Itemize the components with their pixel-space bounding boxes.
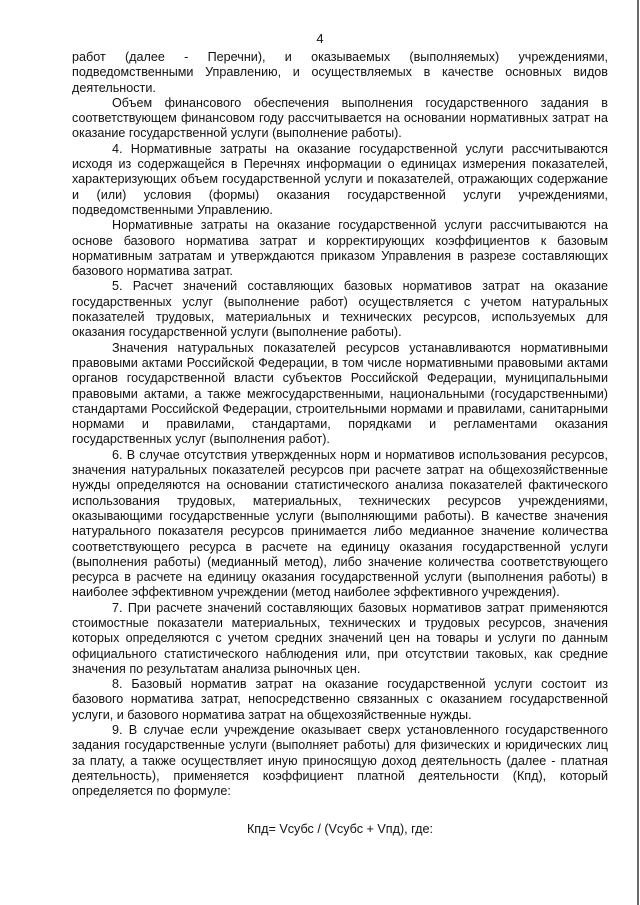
paragraph-item-5: 5. Расчет значений составляющих базовых нормативов затрат на оказание государственных услуг (выполнение работ) осуществляется с учетом натуральных показателей трудовых, материальных и технических ресурсов, используемых для оказания государственной услуги (выполнение работы). bbox=[72, 279, 608, 340]
paragraph-item-8: 8. Базовый норматив затрат на оказание государственной услуги состоит из базового норматива затрат, непосредственно связанных с оказанием государственной услуги, и базового норматива затрат на общехозяйственные нужды. bbox=[72, 677, 608, 722]
paragraph-funding-volume: Объем финансового обеспечения выполнения государственного задания в соответствующем финансовом году рассчитывается на основании нормативных затрат на оказание государственной услуги (выполнение работы). bbox=[72, 95, 608, 141]
scan-edge-line bbox=[637, 0, 639, 905]
page-number: 4 bbox=[316, 31, 324, 46]
document-body bbox=[72, 50, 608, 800]
paragraph-item-7: 7. При расчете значений составляющих базовых нормативов затрат применяются стоимостные показатели материальных, технических и трудовых ресурсов, значения которых определяются с учетом средних значений цен на товары и услуги по данным официального статистического наблюдения или, при отсутствии таковых, как средние значения по результатам анализа рыночных цен. bbox=[72, 600, 608, 676]
formula-kpd: Кпд= Vсубс / (Vсубс + Vпд), где: bbox=[246, 822, 434, 836]
paragraph-continuation: работ (далее - Перечни), и оказываемых (выполняемых) учреждениями, подведомственными Управлению, и осуществляемых в качестве основных видов деятельности. bbox=[72, 50, 608, 95]
paragraph-normative-costs: Нормативные затраты на оказание государственной услуги рассчитываются на основе базового норматива затрат и корректирующих коэффициентов к базовым нормативным затратам и утверждаются приказом Управления в разрезе составляющих базового норматива затрат. bbox=[72, 218, 608, 279]
paragraph-item-6: 6. В случае отсутствия утвержденных норм и нормативов использования ресурсов, значения натуральных показателей ресурсов при расчете затрат на общехозяйственные нужды определяются на основании статистического анализа показателей фактического использования трудовых, материальных, технических ресурсов учреждениями, оказывающими государственные услуги (выполняющими работы). В качестве значения натурального показателя ресурсов принимается либо медианное значение количества соответствующего ресурса в расчете на единицу оказания государственной услуги (выполнения работы) (медианный метод), либо значение количества соответствующего ресурса в расчете на единицу оказания государственной услуги (выполнения работы) в наиболее эффективном учреждении (метод наиболее эффективного учреждения). bbox=[72, 447, 608, 600]
paragraph-item-4: 4. Нормативные затраты на оказание государственной услуги рассчитываются исходя из содержащейся в Перечнях информации о единицах измерения показателей, характеризующих объем государственной услуги и показателей, отражающих содержание и (или) условия (формы) оказания государственной услуги учреждениями, подведомственными Управлению. bbox=[72, 141, 608, 217]
paragraph-natural-indicators: Значения натуральных показателей ресурсов устанавливаются нормативными правовыми актами Российской Федерации, в том числе нормативными правовыми актами органов государственной власти субъектов Российской Федерации, муниципальными правовыми актами, а также межгосударственными, национальными (государственными) стандартами Российской Федерации, строительными нормами и правилами, санитарными нормами и правилами, стандартами, порядками и регламентами оказания государственных услуг (выполнения работ). bbox=[72, 340, 608, 447]
paragraph-item-9: 9. В случае если учреждение оказывает сверх установленного государственного задания государственные услуги (выполняет работы) для физических и юридических лиц за плату, а также осуществляет иную приносящую доход деятельность (далее - платная деятельность), применяется коэффициент платной деятельности (Кпд), который определяется по формуле: bbox=[72, 723, 608, 799]
